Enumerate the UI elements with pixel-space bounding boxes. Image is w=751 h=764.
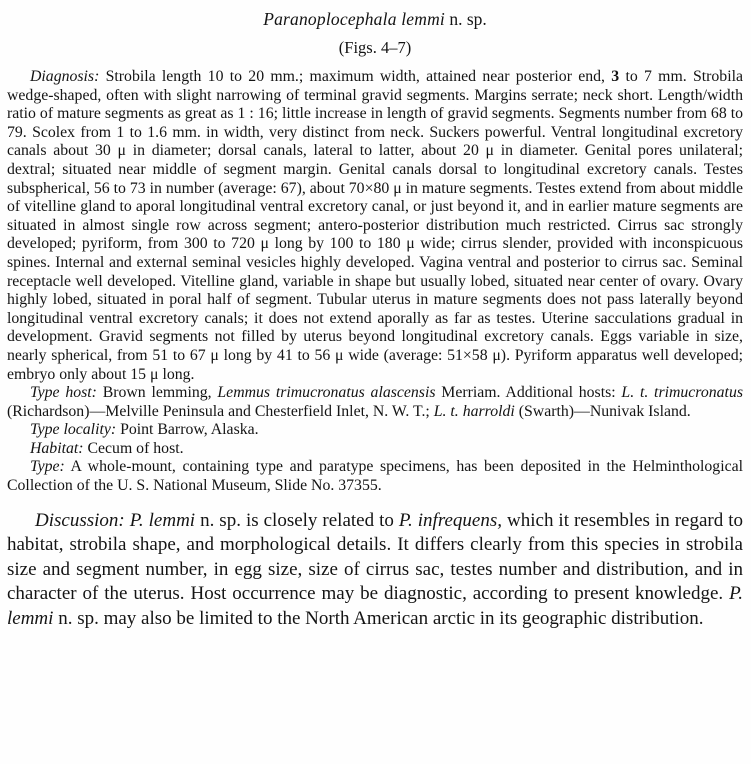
habitat-paragraph: Habitat: Cecum of host. xyxy=(30,439,184,457)
figures-reference: (Figs. 4–7) xyxy=(338,38,412,57)
document-body xyxy=(7,68,743,631)
discussion-paragraph: Discussion: P. lemmi n. sp. is closely related to P. infrequens, which it resembles in regard to habitat, strobila shape, and morphological details. It differs clearly from this species in strobila size and segment number, in egg size, size of cirrus sac, testes number and distribution, and in character of the uterus. Host occurrence may be diagnostic, according to present knowledge. P. lemmi n. sp. may also be limited to the North American arctic in its geographic distribution. xyxy=(7,509,743,629)
type-host-paragraph: Type host: Brown lemming, Lemmus trimucronatus alascensis Merriam. Additional hosts: L. t. trimucronatus (Richardson)—Melville Peninsula and Chesterfield Inlet, N. W. T.; L. t. harroldi (Swarth)—Nunivak Island. xyxy=(7,384,743,420)
species-title: Paranoplocephala lemmi n. sp. xyxy=(263,9,487,29)
type-locality-paragraph: Type locality: Point Barrow, Alaska. xyxy=(30,421,259,439)
type-specimen-paragraph: Type: A whole-mount, containing type and paratype specimens, has been deposited in the Helminthological Collection of the U. S. National Museum, Slide No. 37355. xyxy=(7,458,743,495)
diagnosis-paragraph: Diagnosis: Strobila length 10 to 20 mm.; maximum width, attained near posterior end, 3 to 7 mm. Strobila wedge-shaped, often with slight narrowing of terminal gravid segments. Margins serrate; neck short. Length/width ratio of mature segments as great as 1 : 16; little increase in length of gravid segments. Segments number from 68 to 79. Scolex from 1 to 1.6 mm. in width, very distinct from neck. Suckers powerful. Ventral longitudinal excretory canals about 30 μ in diameter; dorsal canals, lateral to latter, about 20 μ in diameter. Genital pores unilateral; dextral; situated near middle of segment margin. Genital canals dorsal to longitudinal excretory canals. Testes subspherical, 56 to 73 in number (average: 67), about 70×80 μ in mature segments. Testes extend from about middle of vitelline gland to aporal longitudinal ventral excretory canal, or just beyond it, and in earlier mature segments are situated in almost single row across segment; antero-posterior distribution much restricted. Cirrus sac strongly developed; pyriform, from 300 to 720 μ long by 100 to 180 μ wide; cirrus slender, provided with inconspicuous spines. Internal and external seminal vesicles highly developed. Vagina ventral and posterior to cirrus sac. Seminal receptacle well developed. Vitelline gland, variable in shape but usually lobed, situated near center of ovary. Ovary highly lobed, situated in poral half of segment. Tubular uterus in mature segments does not pass laterally beyond longitudinal ventral excretory canals; it does not extend aporally as far as testes. Uterine sacculations gradual in development. Gravid segments not filled by uterus beyond longitudinal excretory canals. Eggs variable in size, nearly spherical, from 51 to 67 μ long by 41 to 56 μ wide (average: 51×58 μ). Pyriform apparatus well developed; embryo only about 15 μ long. xyxy=(7,68,743,383)
